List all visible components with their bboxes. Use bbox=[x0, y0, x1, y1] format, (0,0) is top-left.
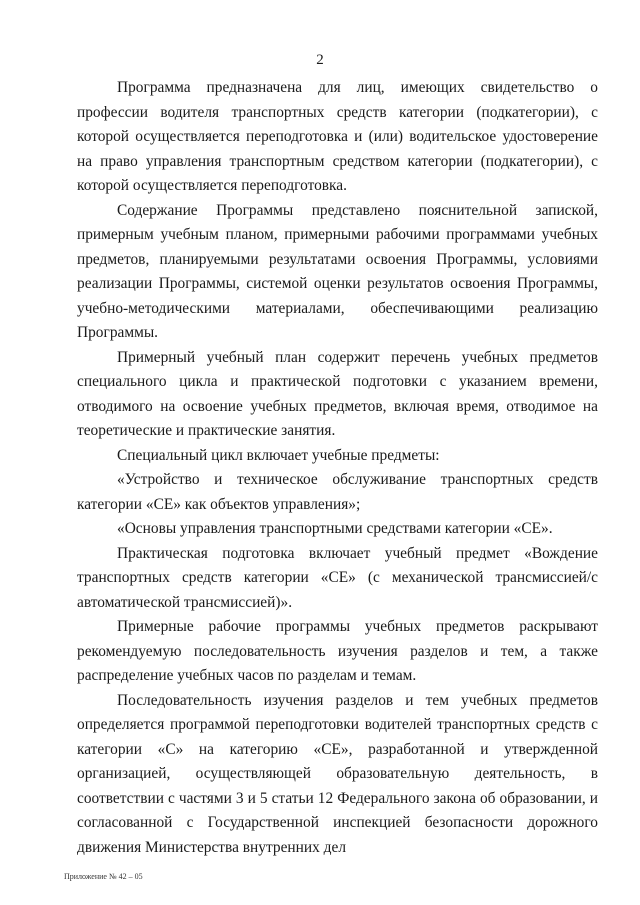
paragraph: «Основы управления транспортными средствами категории «CE». bbox=[117, 520, 553, 537]
paragraph: «Устройство и техническое обслуживание транспортных средств категории «CE» как объектов управления»; bbox=[77, 471, 598, 513]
paragraph: Содержание Программы представлено пояснительной запиской, примерным учебным планом, примерными рабочими программами учебных предметов, планируемыми результатами освоения Программы, условиями реализации Программы, системой оценки результатов освоения Программы, учебно-методическими материалами, обеспечивающими реализацию Программы. bbox=[77, 201, 598, 341]
footer-note: Приложение № 42 – 05 bbox=[64, 872, 143, 881]
paragraph: Программа предназначена для лиц, имеющих свидетельство о профессии водителя транспортных средств категории (подкатегории), с которой осуществляется переподготовка и (или) водительское удостоверение на право управления транспортным средством категории (подкатегории), с которой осуществляется переподготовка. bbox=[77, 79, 598, 194]
page-number: 2 bbox=[316, 52, 324, 68]
paragraph: Примерные рабочие программы учебных предметов раскрывают рекомендуемую последовательность изучения разделов и тем, а также распределение учебных часов по разделам и темам. bbox=[77, 618, 598, 684]
document-body bbox=[77, 76, 598, 860]
paragraph: Последовательность изучения разделов и тем учебных предметов определяется программой переподготовки водителей транспортных средств с категории «C» на категорию «CE», разработанной и утвержденной организацией, осуществляющей образовательную деятельность, в соответствии с частями 3 и 5 статьи 12 Федерального закона об образовании, и согласованной с Государственной инспекцией безопасности дорожного движения Министерства внутренних дел bbox=[77, 691, 598, 856]
paragraph: Специальный цикл включает учебные предметы: bbox=[117, 446, 440, 464]
paragraph: Примерный учебный план содержит перечень учебных предметов специального цикла и практической подготовки с указанием времени, отводимого на освоение учебных предметов, включая время, отводимое на теоретические и практические занятия. bbox=[77, 348, 598, 439]
paragraph: Практическая подготовка включает учебный предмет «Вождение транспортных средств категории «CE» (с механической трансмиссией/с автоматической трансмиссией)». bbox=[77, 544, 598, 611]
